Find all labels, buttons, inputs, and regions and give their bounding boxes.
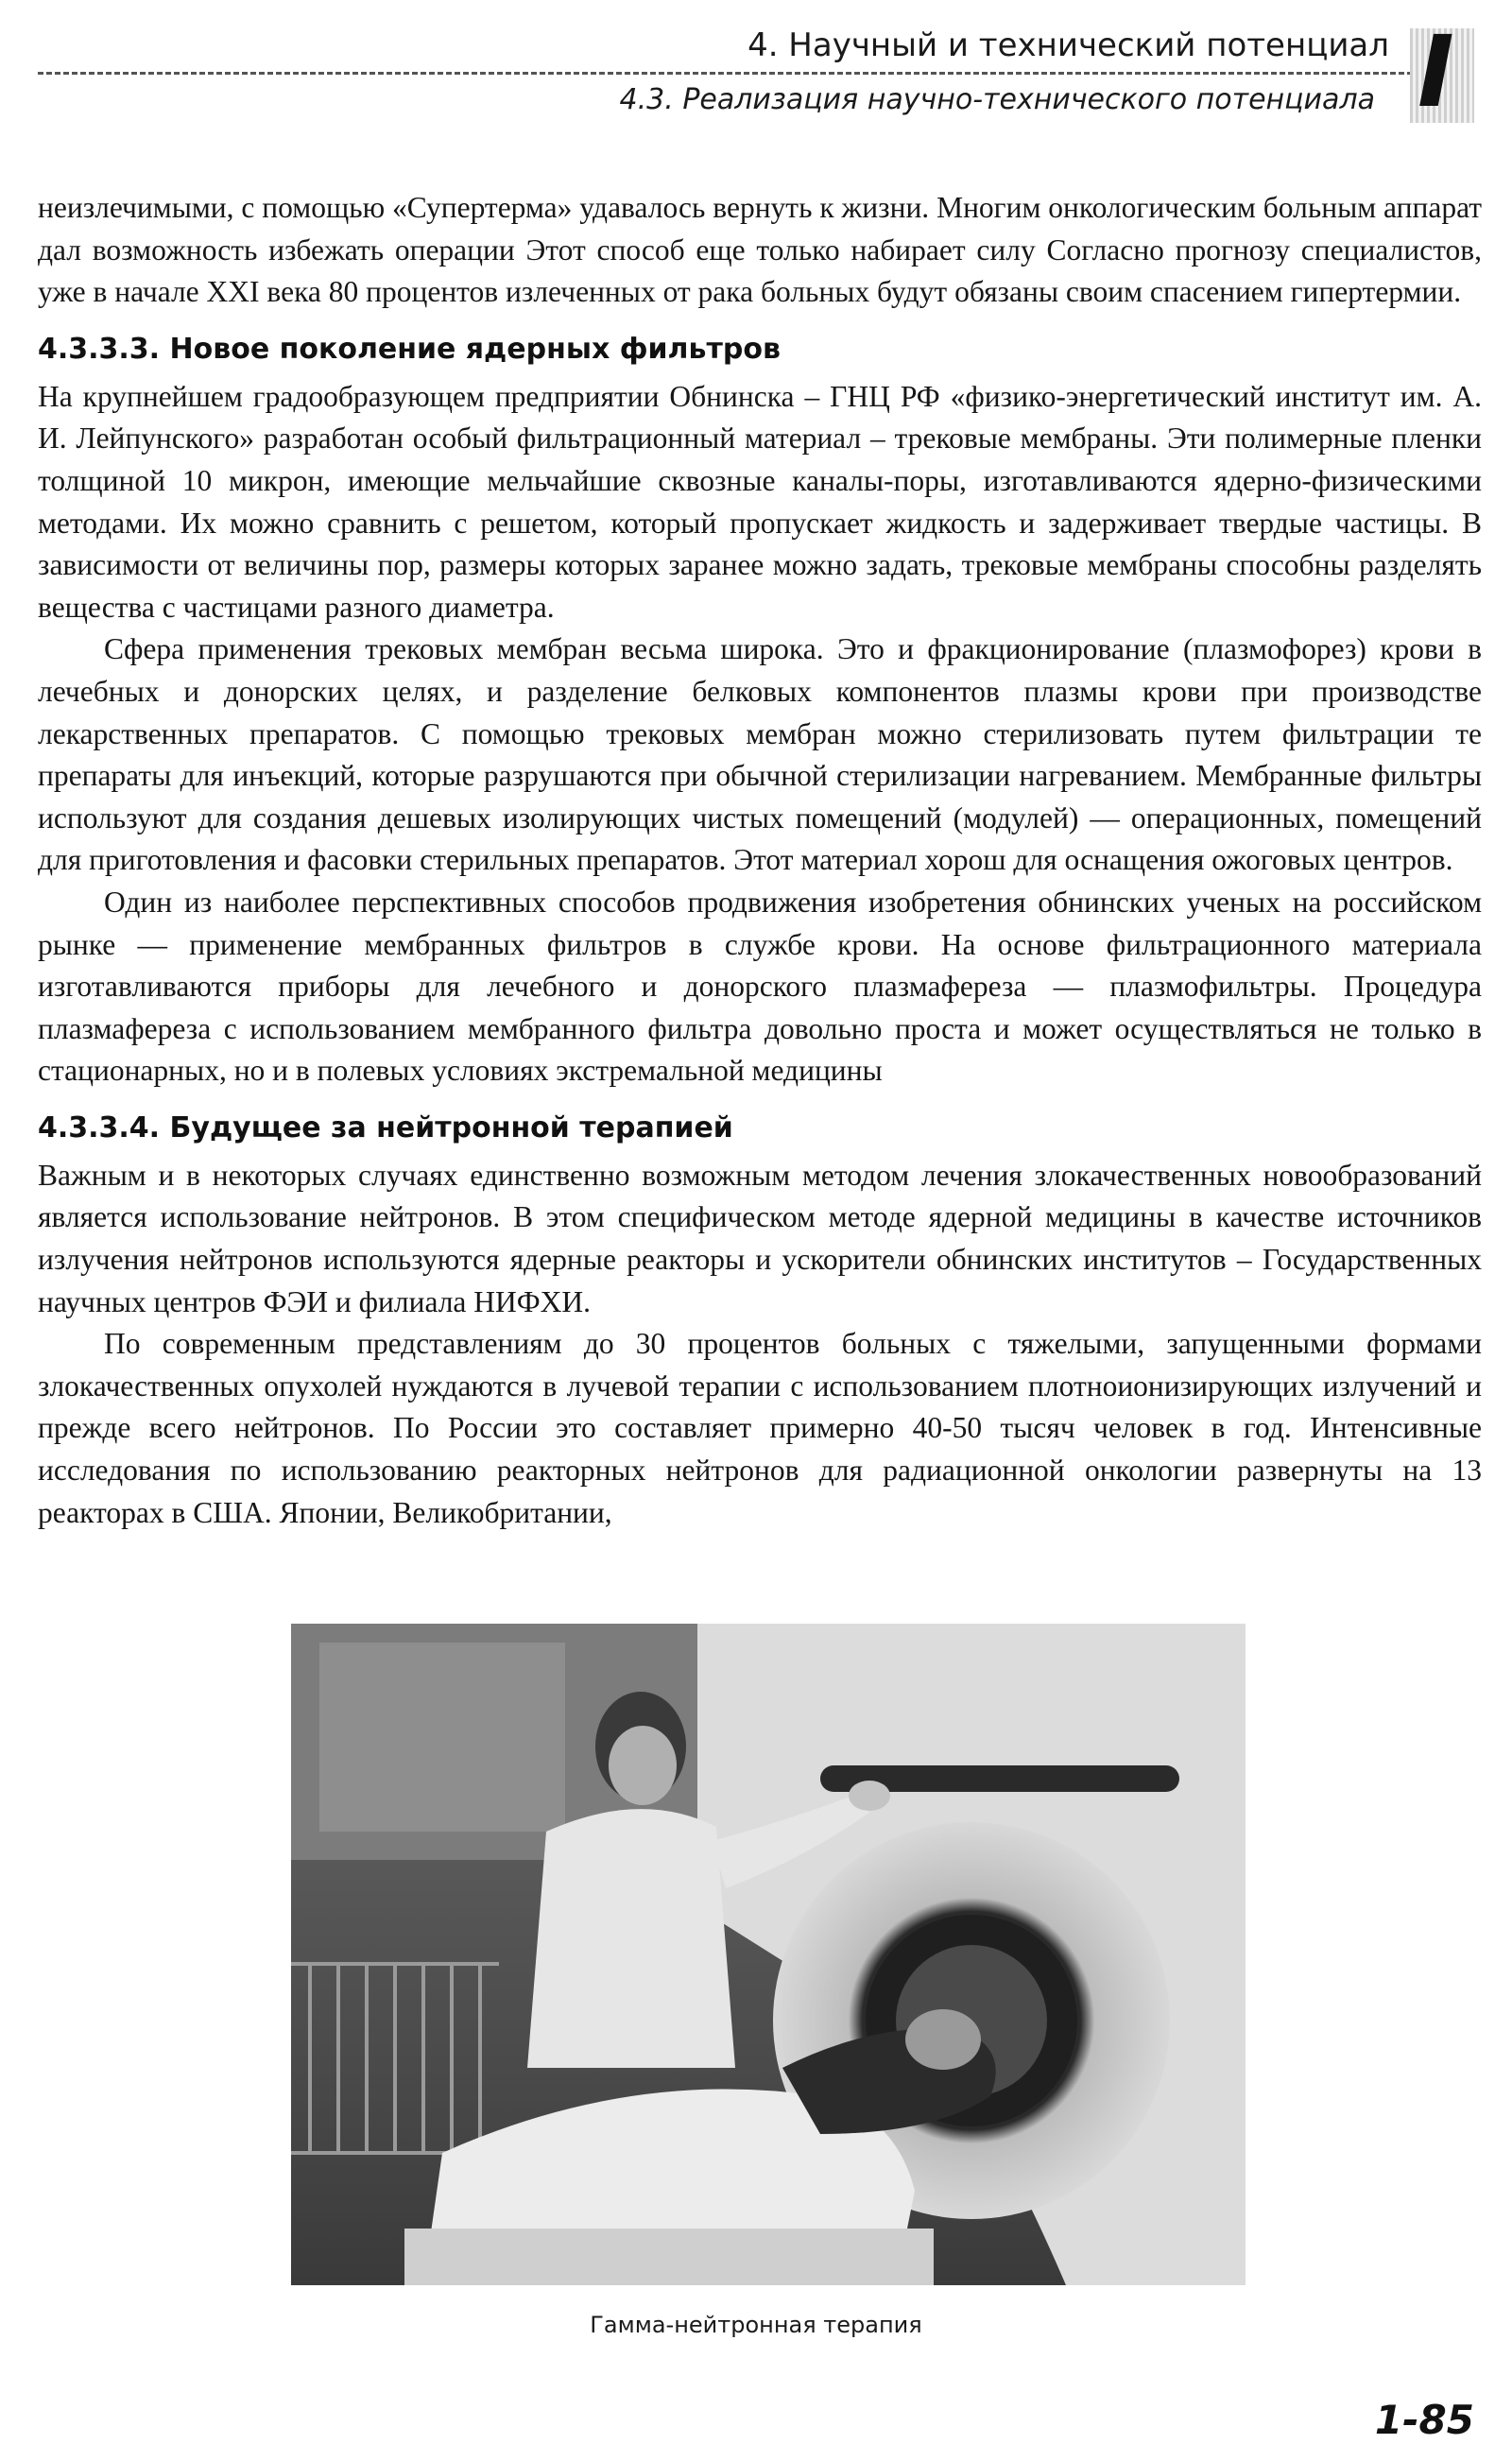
page-number: 1-85: [1374, 2397, 1474, 2443]
paragraph-filters-3: Один из наиболее перспективных способов продвижения изобретения обнинских ученых на российском рынке — применение мембранных фильтров в службе крови. На основе фильтрационного материала изготавливаются приборы для лечебного и донорского плазмафереза — плазмофильтры. Процедура плазмафереза с использованием мембранного фильтра довольно проста и может осуществляться не только в стационарных, но и в полевых условиях экстремальной медицины: [38, 885, 1482, 1088]
paragraph-intro: неизлечимыми, с помощью «Супертерма» удавалось вернуть к жизни. Многим онкологическим больным аппарат дал возможность избежать операции Этот способ еще только набирает силу Согласно прогнозу специалистов, уже в начале XXI века 80 процентов излеченных от рака больных будут обязаны своим спасением гипертермии.: [38, 191, 1482, 309]
chapter-title: 4. Научный и технический потенциал: [747, 26, 1389, 64]
page-body: [38, 187, 1482, 1534]
section-title: 4.3. Реализация научно-технического потенциала: [619, 83, 1375, 116]
header-divider: [38, 72, 1413, 75]
heading-neutron-therapy: 4.3.3.4. Будущее за нейтронной терапией: [38, 1110, 733, 1144]
figure-caption: Гамма-нейтронная терапия: [590, 2312, 922, 2338]
therapy-photo: [291, 1624, 1246, 2285]
paragraph-filters-1: На крупнейшем градообразующем предприятии Обнинска – ГНЦ РФ «физико-энергетический институт им. А. И. Лейпунского» разработан особый фильтрационный материал – трековые мембраны. Эти полимерные пленки толщиной 10 микрон, имеющие мельчайшие сквозные каналы-поры, изготавливаются ядерно-физическими методами. Их можно сравнить с решетом, который пропускает жидкость и задерживает твердые частицы. В зависимости от величины пор, размеры которых заранее можно задать, трековые мембраны способны разделять вещества с частицами разного диаметра.: [38, 379, 1482, 624]
therapy-photo-illustration: [291, 1624, 1246, 2285]
running-header: [0, 0, 1512, 142]
paragraph-neutron-1: Важным и в некоторых случаях единственно возможным методом лечения злокачественных новообразований является использование нейтронов. В этом специфическом методе ядерной медицины в качестве источников излучения нейтронов используются ядерные реакторы и ускорители обнинских институтов – Государственных научных центров ФЭИ и филиала НИФХИ.: [38, 1158, 1482, 1318]
chapter-tab: [1410, 14, 1474, 129]
paragraph-neutron-2: По современным представлениям до 30 процентов больных с тяжелыми, запущенными формами злокачественных опухолей нуждаются в лучевой терапии с использованием плотноионизирующих излучений и прежде всего нейтронов. По России это составляет примерно 40-50 тысяч человек в год. Интенсивные исследования по использованию реакторных нейтронов для радиационной онкологии развернуты на 13 реакторах в США. Японии, Великобритании,: [38, 1327, 1482, 1529]
heading-nuclear-filters: 4.3.3.3. Новое поколение ядерных фильтров: [38, 332, 781, 366]
chapter-tab-mark: I: [1418, 14, 1454, 129]
paragraph-filters-2: Сфера применения трековых мембран весьма широка. Это и фракционирование (плазмофорез) крови в лечебных и донорских целях, и разделение белковых компонентов плазмы крови при производстве лекарственных препаратов. С помощью трековых мембран можно стерилизовать путем фильтрации те препараты для инъекций, которые разрушаются при обычной стерилизации нагреванием. Мембранные фильтры используют для создания дешевых изолирующих чистых помещений (модулей) — операционных, помещений для приготовления и фасовки стерильных препаратов. Этот материал хорош для оснащения ожоговых центров.: [38, 632, 1482, 877]
